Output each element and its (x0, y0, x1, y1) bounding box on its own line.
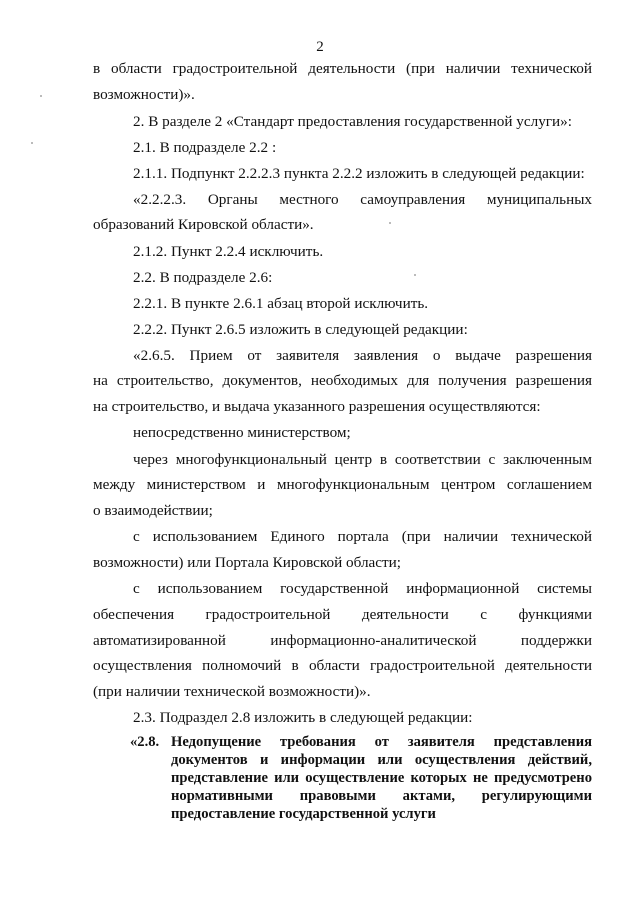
paragraph-line: автоматизированной информационно-аналитической поддержки (93, 632, 592, 649)
paragraph-line: 2.1.2. Пункт 2.2.4 исключить. (133, 243, 324, 260)
paragraph-line: через многофункциональный центр в соответствии с заключенным (133, 451, 592, 468)
paragraph-line: «2.6.5. Прием от заявителя заявления о выдаче разрешения (133, 347, 592, 364)
section-heading-line: нормативными правовыми актами, регулирующими (171, 788, 592, 804)
paragraph-line: обеспечения градостроительной деятельности с функциями (93, 606, 592, 623)
paragraph-line: 2.1.1. Подпункт 2.2.2.3 пункта 2.2.2 изложить в следующей редакции: (133, 165, 585, 182)
paragraph-line: 2. В разделе 2 «Стандарт предоставления государственной услуги»: (133, 113, 572, 130)
paragraph-line: 2.2.2. Пункт 2.6.5 изложить в следующей редакции: (133, 321, 468, 338)
section-heading-line: представление или осуществление которых не предусмотрено (171, 770, 592, 786)
scan-speck (31, 142, 33, 144)
paragraph-line: возможности)». (93, 86, 195, 103)
paragraph-line: возможности) или Портала Кировской области; (93, 554, 402, 571)
paragraph-line: о взаимодействии; (93, 502, 213, 519)
scan-speck (414, 274, 416, 276)
section-heading-line: Недопущение требования от заявителя представления (171, 734, 592, 750)
paragraph-line: осуществления полномочий в области градостроительной деятельности (93, 657, 592, 674)
paragraph-line: 2.3. Подраздел 2.8 изложить в следующей редакции: (133, 709, 473, 726)
paragraph-line: на строительство, и выдача указанного разрешения осуществляются: (93, 398, 541, 415)
paragraph-line: между министерством и многофункциональным центром соглашением (93, 476, 592, 493)
scan-speck (40, 95, 42, 97)
paragraph-line: образований Кировской области». (93, 216, 314, 233)
paragraph-line: «2.2.2.3. Органы местного самоуправления муниципальных (133, 191, 592, 208)
paragraph-line: на строительство, документов, необходимых для получения разрешения (93, 372, 592, 389)
paragraph-line: 2.2. В подразделе 2.6: (133, 269, 273, 286)
paragraph-line: с использованием Единого портала (при наличии технической (133, 528, 592, 545)
section-heading-number: «2.8. (130, 734, 160, 750)
paragraph-line: с использованием государственной информационной системы (133, 580, 592, 597)
page-number: 2 (316, 39, 324, 55)
paragraph-line: 2.2.1. В пункте 2.6.1 абзац второй исключить. (133, 295, 429, 312)
paragraph-line: непосредственно министерством; (133, 424, 351, 441)
scan-speck (389, 222, 391, 224)
section-heading-line: предоставление государственной услуги (171, 806, 436, 822)
paragraph-line: (при наличии технической возможности)». (93, 683, 371, 700)
paragraph-line: в области градостроительной деятельности (при наличии технической (93, 60, 592, 77)
section-heading-line: документов и информации или осуществления действий, (171, 752, 592, 768)
paragraph-line: 2.1. В подразделе 2.2 : (133, 139, 277, 156)
